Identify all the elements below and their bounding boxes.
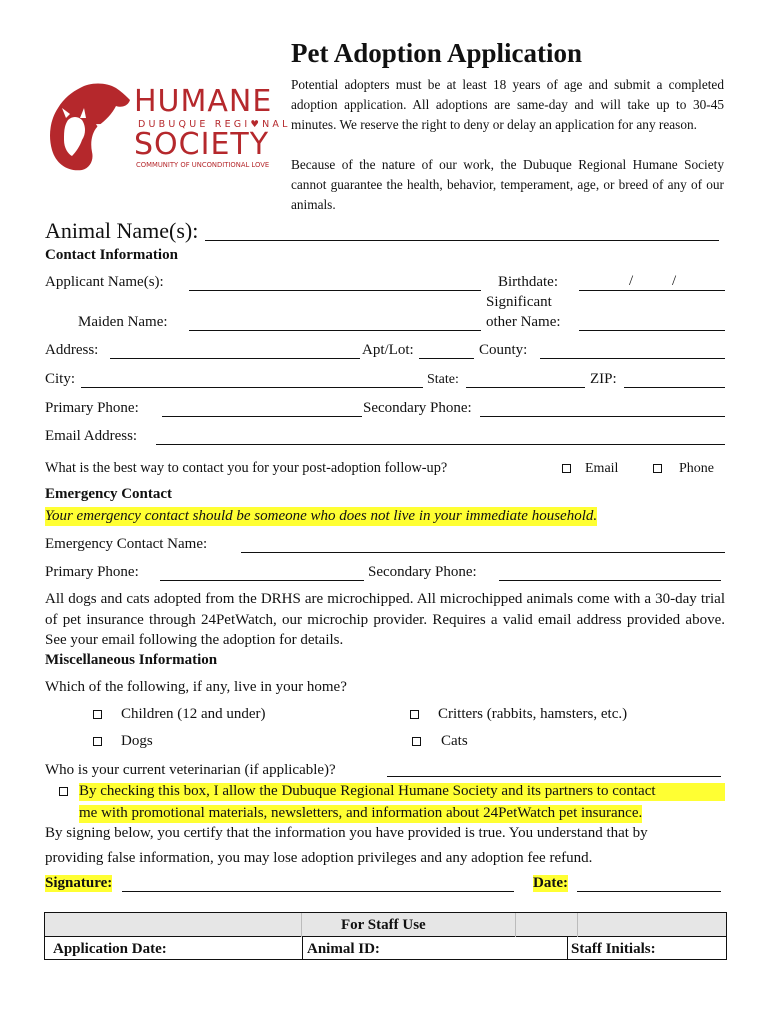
vet-field[interactable]: [387, 776, 721, 777]
emergency-name-field[interactable]: [241, 552, 725, 553]
logo-tagline-top: DUBUQUE REGI♥NAL: [138, 119, 291, 130]
children-label: Children (12 and under): [121, 706, 266, 722]
dogs-checkbox[interactable]: [93, 737, 102, 746]
phone-checkbox[interactable]: [653, 464, 662, 473]
signature-field[interactable]: [122, 891, 514, 892]
birthdate-slash-1: /: [629, 273, 634, 289]
primary-phone-field[interactable]: [162, 416, 362, 417]
intro-paragraph-2: Because of the nature of our work, the Dubuque Regional Humane Society cannot guarantee the health, behavior, temperament, age, or breed of any of our animals.: [291, 157, 724, 212]
animal-names-label: Animal Name(s):: [45, 218, 199, 243]
signature-label: Signature:: [45, 875, 113, 891]
apt-label: Apt/Lot:: [362, 342, 414, 358]
county-label: County:: [479, 342, 528, 358]
consent-line-1: By checking this box, I allow the Dubuque Regional Humane Society and its partners to contact: [79, 783, 725, 801]
emergency-heading: Emergency Contact: [45, 486, 173, 502]
phone-option-label: Phone: [679, 461, 714, 476]
emergency-secondary-phone-field[interactable]: [499, 580, 721, 581]
email-option-label: Email: [585, 461, 619, 476]
heart-icon: ♥: [250, 119, 263, 130]
email-label: Email Address:: [45, 428, 138, 444]
staff-initials: Staff Initials:: [571, 941, 656, 957]
primary-phone-label: Primary Phone:: [45, 400, 139, 416]
birthdate-slash-2: /: [672, 273, 677, 289]
staff-application-date: Application Date:: [53, 941, 167, 957]
secondary-phone-label: Secondary Phone:: [363, 400, 472, 416]
secondary-phone-field[interactable]: [480, 416, 725, 417]
critters-label: Critters (rabbits, hamsters, etc.): [438, 706, 628, 722]
birthdate-field[interactable]: [579, 290, 725, 291]
county-field[interactable]: [540, 358, 725, 359]
applicant-label: Applicant Name(s):: [45, 274, 164, 290]
other-name-field[interactable]: [579, 330, 725, 331]
emergency-primary-phone-field[interactable]: [160, 580, 364, 581]
microchip-paragraph: All dogs and cats adopted from the DRHS are microchipped. All microchipped animals come with a 30-day trial of pet insurance through 24PetWatch, our microchip provider. Requires a valid email address provided above. See your email following the adoption for details.: [45, 591, 725, 648]
consent-checkbox[interactable]: [59, 787, 68, 796]
zip-field[interactable]: [624, 387, 725, 388]
birthdate-label: Birthdate:: [498, 274, 558, 290]
followup-question: What is the best way to contact you for your post-adoption follow-up?: [45, 460, 448, 476]
maiden-label: Maiden Name:: [78, 314, 168, 330]
misc-question: Which of the following, if any, live in your home?: [45, 679, 347, 695]
date-label: Date:: [533, 875, 568, 891]
city-field[interactable]: [81, 387, 423, 388]
certify-line-2: providing false information, you may lose adoption privileges and any adoption fee refund.: [45, 850, 593, 866]
cats-checkbox[interactable]: [412, 737, 421, 746]
dogs-label: Dogs: [121, 733, 153, 749]
staff-title: For Staff Use: [341, 917, 426, 933]
other-name-label: other Name:: [486, 314, 561, 330]
state-label: State:: [427, 372, 459, 387]
emergency-note: Your emergency contact should be someone who does not live in your immediate household.: [45, 508, 598, 524]
emergency-secondary-phone-label: Secondary Phone:: [368, 564, 477, 580]
city-label: City:: [45, 371, 76, 387]
email-field[interactable]: [156, 444, 725, 445]
consent-line-2: me with promotional materials, newsletters, and information about 24PetWatch pet insurance.: [79, 805, 643, 821]
address-field[interactable]: [110, 358, 360, 359]
cats-label: Cats: [441, 733, 468, 749]
animal-names-field[interactable]: [205, 240, 719, 241]
state-field[interactable]: [466, 387, 585, 388]
misc-heading: Miscellaneous Information: [45, 652, 218, 668]
emergency-name-label: Emergency Contact Name:: [45, 536, 208, 552]
children-checkbox[interactable]: [93, 710, 102, 719]
staff-use-table: [44, 912, 727, 960]
intro-paragraph-1: Potential adopters must be at least 18 years of age and submit a completed adoption application. All adoptions are same-day and will take up to 30-45 minutes. We reserve the right to deny or delay an application for any reason.: [291, 77, 724, 132]
staff-animal-id: Animal ID:: [307, 941, 380, 957]
logo-humane: HUMANE: [134, 84, 273, 119]
emergency-primary-phone-label: Primary Phone:: [45, 564, 139, 580]
significant-label: Significant: [486, 294, 552, 310]
dog-cat-logo-icon: [46, 80, 134, 172]
email-checkbox[interactable]: [562, 464, 571, 473]
date-field[interactable]: [577, 891, 721, 892]
zip-label: ZIP:: [590, 371, 617, 387]
vet-question: Who is your current veterinarian (if applicable)?: [45, 762, 336, 778]
contact-heading: Contact Information: [45, 247, 178, 263]
apt-field[interactable]: [419, 358, 474, 359]
applicant-field[interactable]: [189, 290, 481, 291]
logo-society: SOCIETY: [134, 127, 270, 162]
address-label: Address:: [45, 342, 99, 358]
logo-tagline-bottom: COMMUNITY OF UNCONDITIONAL LOVE: [136, 161, 270, 169]
page-title: Pet Adoption Application: [291, 38, 583, 68]
critters-checkbox[interactable]: [410, 710, 419, 719]
maiden-field[interactable]: [189, 330, 481, 331]
certify-line-1: By signing below, you certify that the information you have provided is true. You understand that by: [45, 825, 648, 841]
humane-society-logo: [46, 80, 291, 172]
